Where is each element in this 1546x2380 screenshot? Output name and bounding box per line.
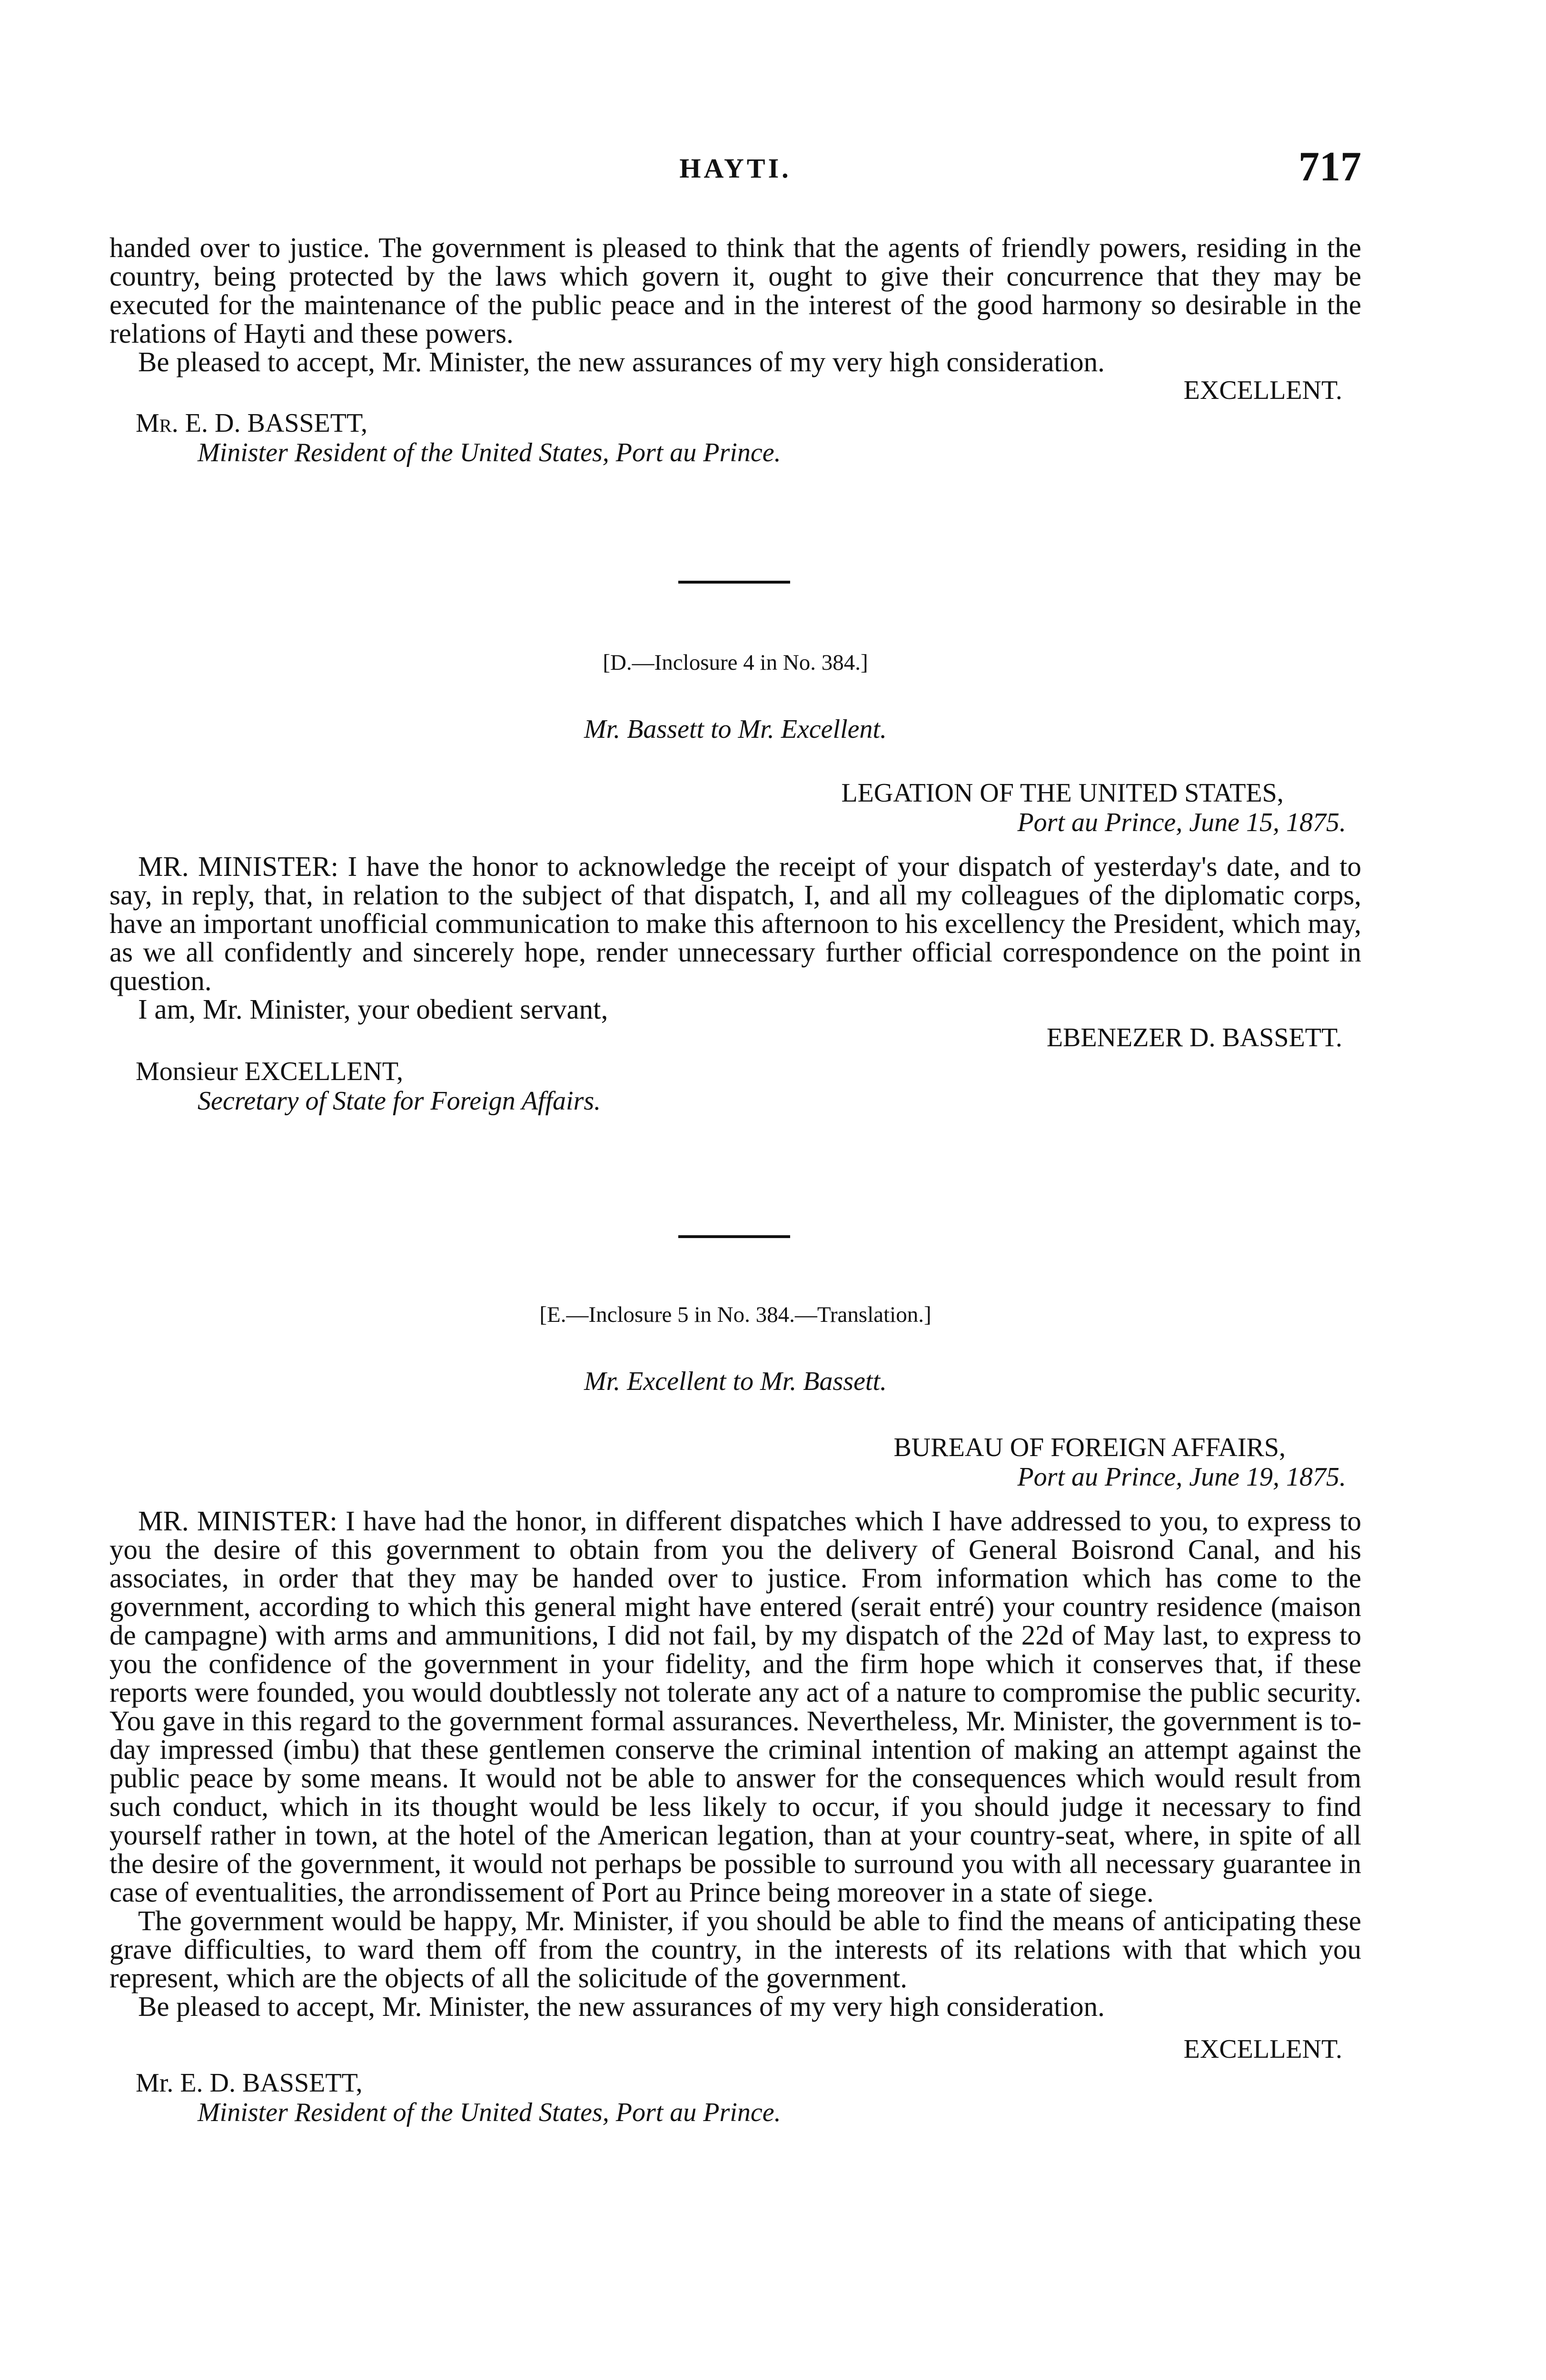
salutation: MR. MINISTER: bbox=[138, 1505, 337, 1537]
signature: EBENEZER D. BASSETT. bbox=[1046, 1023, 1342, 1052]
signature: EXCELLENT. bbox=[1183, 376, 1342, 405]
letter-from-to: Mr. Bassett to Mr. Excellent. bbox=[584, 714, 887, 744]
dateline-place: LEGATION OF THE UNITED STATES, bbox=[841, 778, 1284, 808]
addressee-name: Monsieur EXCELLENT, bbox=[136, 1057, 403, 1086]
section-divider bbox=[678, 1235, 790, 1238]
closing-line: Be pleased to accept, Mr. Minister, the new assurances of my very high consideration. bbox=[138, 346, 1105, 377]
dateline-place: BUREAU OF FOREIGN AFFAIRS, bbox=[893, 1433, 1286, 1462]
letter-text: I have the honor to acknowledge the receipt of your dispatch of yesterday's date, and to say, in reply, that, in relation to the subject of that dispatch, I, and all my colleagues of the diplomatic corps, have an important unofficial communication to make this afternoon to his excellency the President, which may, as we all confidently and sincerely hope, render unnecessary further official correspondence on the point in question. bbox=[109, 851, 1361, 996]
letter-text: I have had the honor, in different dispatches which I have addressed to you, to express to you the desire of this government to obtain from you the delivery of General Boisrond Canal, and his associates, in order that they may be handed over to justice. From information which has come to the government, according to which this general might have entered (serait entré) your country residence (maison de campagne) with arms and ammunitions, I did not fail, by my dispatch of the 22d of May last, to express to you the confidence of the government in your fidelity, and the firm hope which it conserves that, if these reports were founded, you would doubtlessly not tolerate any act of a nature to compromise the public security. You gave in this regard to the government formal assurances. Nevertheless, Mr. Minister, the government is to-day impressed (imbu) that these gentlemen conserve the criminal intention of making an attempt against the public peace by some means. It would not be able to answer for the consequences which would result from such conduct, which in its thought would be less likely to occur, if you should judge it necessary to find yourself rather in town, at the hotel of the American legation, than at your country-seat, where, in spite of all the desire of the government, it would not perhaps be possible to surround you with all necessary guarantee in case of eventualities, the arrondissement of Port au Prince being moreover in a state of siege. bbox=[109, 1505, 1361, 1908]
dateline bbox=[893, 1433, 1346, 1492]
continuation-paragraph: handed over to justice. The government is pleased to think that the agents of friendly powers, residing in the country, being protected by the laws which govern it, ought to give their concurrence that they may be executed for the maintenance of the public peace and in the interest of the good harmony so desirable in the relations of Hayti and these powers. bbox=[109, 232, 1361, 349]
addressee bbox=[109, 2068, 1361, 2127]
addressee-title: Secretary of State for Foreign Affairs. bbox=[198, 1086, 601, 1116]
letter-from-to: Mr. Excellent to Mr. Bassett. bbox=[584, 1367, 887, 1396]
letter-body bbox=[109, 852, 1361, 995]
closing-line: I am, Mr. Minister, your obedient servant, bbox=[138, 993, 608, 1025]
section-divider bbox=[678, 581, 790, 584]
inclosure-heading: [D.—Inclosure 4 in No. 384.] bbox=[603, 650, 868, 675]
letter-body bbox=[109, 1507, 1361, 1906]
salutation: MR. MINISTER: bbox=[138, 851, 339, 882]
section-1 bbox=[109, 233, 1361, 467]
addressee-name: Mr. E. D. BASSETT, bbox=[136, 2068, 363, 2098]
dateline-date: Port au Prince, June 15, 1875. bbox=[1017, 808, 1346, 837]
page-header bbox=[109, 143, 1361, 205]
page-number: 717 bbox=[1298, 144, 1361, 190]
dateline bbox=[841, 778, 1346, 837]
addressee bbox=[109, 408, 1361, 467]
addressee-title: Minister Resident of the United States, Port au Prince. bbox=[198, 2098, 781, 2127]
running-head: HAYTI. bbox=[679, 153, 792, 184]
addressee-name: Mr. E. D. BASSETT, bbox=[136, 408, 368, 438]
inclosure-heading: [E.—Inclosure 5 in No. 384.—Translation.] bbox=[539, 1302, 932, 1327]
signature: EXCELLENT. bbox=[1183, 2034, 1342, 2064]
section-2-body bbox=[109, 852, 1361, 1116]
section-3-body bbox=[109, 1507, 1361, 2127]
closing-line: Be pleased to accept, Mr. Minister, the new assurances of my very high consideration. bbox=[138, 1991, 1105, 2022]
dateline-date: Port au Prince, June 19, 1875. bbox=[1017, 1462, 1346, 1492]
addressee bbox=[109, 1057, 1361, 1116]
addressee-title: Minister Resident of the United States, Port au Prince. bbox=[198, 438, 781, 467]
letter-body-2: The government would be happy, Mr. Minister, if you should be able to find the means of anticipating these grave difficulties, to ward them off from the country, in the interests of its relations with that which you represent, which are the objects of all the solicitude of the government. bbox=[109, 1905, 1361, 1993]
